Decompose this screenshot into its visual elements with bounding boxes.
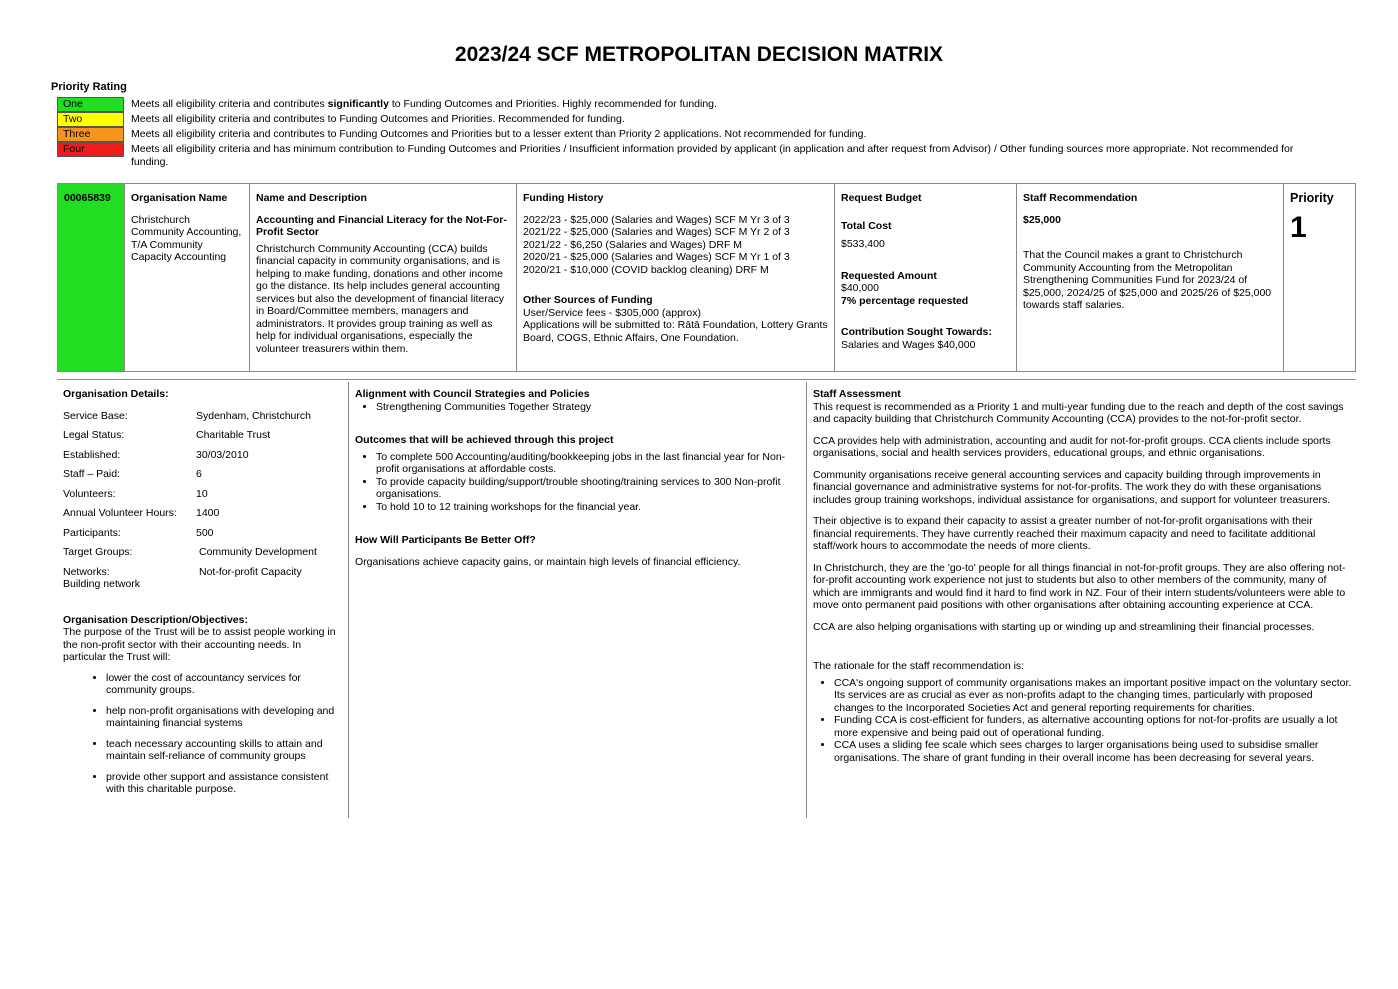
legend-row-four [57,142,1317,168]
funding-history-heading: Funding History [523,192,604,204]
project-description: Christchurch Community Accounting (CCA) builds financial capacity in community organisations, and is helping to make funding, donations and other income go the distance. Its help includes general accounting services but also the development of financial literacy in Board/Committee members, managers and administrators. It provides group training as well as help for individual organisations, especially the volunteer treasurers within them. [256,242,505,355]
legend-swatch-two: Two [57,112,124,127]
priority-heading: Priority [1290,191,1334,205]
request-budget-cell [835,184,1017,371]
rationale-intro: The rationale for the staff recommendation is: [813,660,1025,672]
funding-history-item: 2021/22 - $25,000 (Salaries and Wages) SCF M Yr 2 of 3 [523,226,790,238]
funding-history-cell [517,184,835,371]
legend-swatch-three: Three [57,127,124,142]
assessment-paragraph: Community organisations receive general accounting services and capacity building through improvements in financial governance and administrative systems for not-for-profits. The work they do with these organisations includes group training workshops, individual assistance for organisations, and support for volunteer treasurers. [813,468,1331,506]
staff-assessment-section [813,382,1353,764]
total-cost-label: Total Cost [841,219,892,232]
list-item: • lower the cost of accountancy services for community groups. [106,672,338,697]
better-off-heading: How Will Participants Be Better Off? [355,534,536,546]
org-name-heading: Organisation Name [131,192,228,204]
detail-row: Networks: Not-for-profit Capacity [63,565,302,578]
org-description-heading: Organisation Description/Objectives: [63,613,248,626]
section-divider [57,379,1356,380]
networks-continued: Building network [63,578,141,590]
requested-amount-value: $40,000 [841,282,879,294]
contribution-value: Salaries and Wages $40,000 [841,338,976,351]
org-description-text: The purpose of the Trust will be to assist people working in the non-profit sector with their accounting needs. In particular the Trust will: [63,626,336,663]
legend-text-three: Meets all eligibility criteria and contributes to Funding Outcomes and Priorities but to a lesser extent than Priority 2 applications. Not recommended for funding. [131,128,867,140]
priority-value: 1 [1290,210,1307,244]
request-budget-heading: Request Budget [841,192,922,204]
objectives-list [63,672,338,796]
staff-assessment-heading: Staff Assessment [813,388,901,400]
list-item: • teach necessary accounting skills to attain and maintain self-reliance of community groups [106,738,338,763]
org-name-cell [125,184,250,371]
list-item: • Strengthening Communities Together Strategy [376,401,795,414]
name-description-cell [250,184,517,371]
funding-history-item: 2021/22 - $6,250 (Salaries and Wages) DRF M [523,238,743,251]
detail-row: Volunteers: 10 [63,487,208,500]
legend-row-three [57,127,1317,142]
legend-text-one: Meets all eligibility criteria and contributes significantly to Funding Outcomes and Priorities. Highly recommended for funding. [131,98,717,110]
legend-swatch-four: Four [57,142,124,157]
column-divider [348,382,349,818]
priority-cell [1284,184,1355,371]
other-funding-heading: Other Sources of Funding [523,294,653,306]
assessment-paragraph: CCA are also helping organisations with starting up or winding up and streamlining their financial processes. [813,620,1315,633]
outcomes-heading: Outcomes that will be achieved through this project [355,434,614,446]
legend-text-two: Meets all eligibility criteria and contributes to Funding Outcomes and Priorities. Recommended for funding. [131,113,625,125]
alignment-heading: Alignment with Council Strategies and Policies [355,388,590,400]
detail-row: Staff – Paid: 6 [63,468,202,480]
alignment-section [355,382,795,568]
detail-row: Legal Status: Charitable Trust [63,429,271,441]
list-item: • To complete 500 Accounting/auditing/bookkeeping jobs in the last financial year for Non-profit organisations at affordable costs. [376,451,795,476]
list-item: • CCA's ongoing support of community organisations makes an important positive impact on the voluntary sector. Its services are as crucial as ever as non-profits adapt to the changing times, particularly with proposed changes to the Incorporated Societies Act and general reporting requirements for charities. [834,677,1353,715]
contribution-label: Contribution Sought Towards: [841,326,992,338]
funding-history-item: 2020/21 - $10,000 (COVID backlog cleaning) DRF M [523,263,769,276]
org-details-heading: Organisation Details: [63,388,169,400]
legend-row-one [57,97,1317,112]
page-title: 2023/24 SCF METROPOLITAN DECISION MATRIX [454,43,944,66]
project-name: Accounting and Financial Literacy for the Not-For-Profit Sector [256,213,507,238]
name-description-heading: Name and Description [256,192,367,204]
decision-matrix-table [57,183,1356,372]
priority-legend [57,97,1317,168]
legend-row-two [57,112,1317,127]
outcomes-list [355,451,795,514]
percentage-requested: 7% percentage requested [841,294,969,307]
other-funding-applications: Applications will be submitted to: Rātā Foundation, Lottery Grants Board, COGS, Ethnic Affairs, One Foundation. [523,319,828,344]
strategies-list [355,401,795,414]
funding-history-item: 2020/21 - $25,000 (Salaries and Wages) SCF M Yr 1 of 3 [523,251,790,263]
legend-swatch-one: One [57,97,124,112]
other-funding-fees: User/Service fees - $305,000 (approx) [523,306,702,319]
assessment-paragraph: Their objective is to expand their capacity to assist a greater number of not-for-profit organisations with their financial requirements. They have currently reached their maximum capacity and need to facilitate additional staff/work hours to accommodate the needs of more clients. [813,515,1316,552]
org-details-section [63,382,343,804]
detail-row: Annual Volunteer Hours: 1400 [63,507,220,519]
list-item: • Funding CCA is cost-efficient for funders, as alternative accounting options for not-for-profits are usually a lot more expensive and being paid out of operational funding. [834,714,1353,739]
funding-history-item: 2022/23 - $25,000 (Salaries and Wages) SCF M Yr 3 of 3 [523,213,790,226]
list-item: • help non-profit organisations with developing and maintaining financial systems [106,705,338,730]
priority-rating-heading: Priority Rating [51,81,127,93]
recommended-amount: $25,000 [1023,213,1061,226]
assessment-paragraph: CCA provides help with administration, accounting and audit for not-for-profit groups. CCA clients include sports organisations, social and health services providers, educational groups, and ethnic organisations. [813,434,1331,459]
legend-text-four: Meets all eligibility criteria and has minimum contribution to Funding Outcomes and Priorities / Insufficient information provided by applicant (in application and after request from Advisor) / Other funding sources more appropriate. Not recommended for funding. [131,143,1294,168]
assessment-paragraph: This request is recommended as a Priority 1 and multi-year funding due to the reach and depth of the cost savings and capacity building that Christchurch Community Accounting (CCA) provides to the not-for-profit sector. [813,400,1344,425]
detail-row: Established: 30/03/2010 [63,448,249,461]
rationale-list [813,677,1353,765]
detail-row: Service Base: Sydenham, Christchurch [63,409,311,422]
column-divider [806,382,807,818]
detail-row: Target Groups: Community Development [63,546,317,558]
requested-amount-label: Requested Amount [841,269,937,282]
detail-row: Participants: 500 [63,526,214,539]
better-off-text: Organisations achieve capacity gains, or maintain high levels of financial efficiency. [355,555,741,568]
list-item: • To hold 10 to 12 training workshops for the financial year. [376,501,795,514]
total-cost-value: $533,400 [841,238,885,250]
recommendation-text: That the Council makes a grant to Christchurch Community Accounting from the Metropolitan Strengthening Communities Fund for 2023/24 of $25,000, 2024/25 of $25,000 and 2025/26 of $25,000 towards staff salaries. [1023,249,1272,311]
list-item: • provide other support and assistance consistent with this charitable purpose. [106,771,338,796]
application-id: 00065839 [58,184,125,371]
staff-recommendation-heading: Staff Recommendation [1023,192,1138,204]
org-name-value: Christchurch Community Accounting, T/A Community Capacity Accounting [131,213,242,263]
list-item: • CCA uses a sliding fee scale which sees charges to larger organisations being used to subsidise smaller organisations. The share of grant funding in their overall income has been decreasing for several years. [834,739,1353,764]
list-item: • To provide capacity building/support/trouble shooting/training services to 300 Non-profit organisations. [376,476,795,501]
staff-recommendation-cell [1017,184,1284,371]
assessment-paragraph: In Christchurch, they are the 'go-to' people for all things financial in not-for-profit groups. They are also offering not-for-profit accounting work experience not just to students but also to other members of the community, many of which are immigrants and would find it hard to find work in NZ. Four of their intern students/volunteers were able to move onto permanent paid positions with other organisations after obtaining accounting experience at CCA. [813,561,1346,611]
